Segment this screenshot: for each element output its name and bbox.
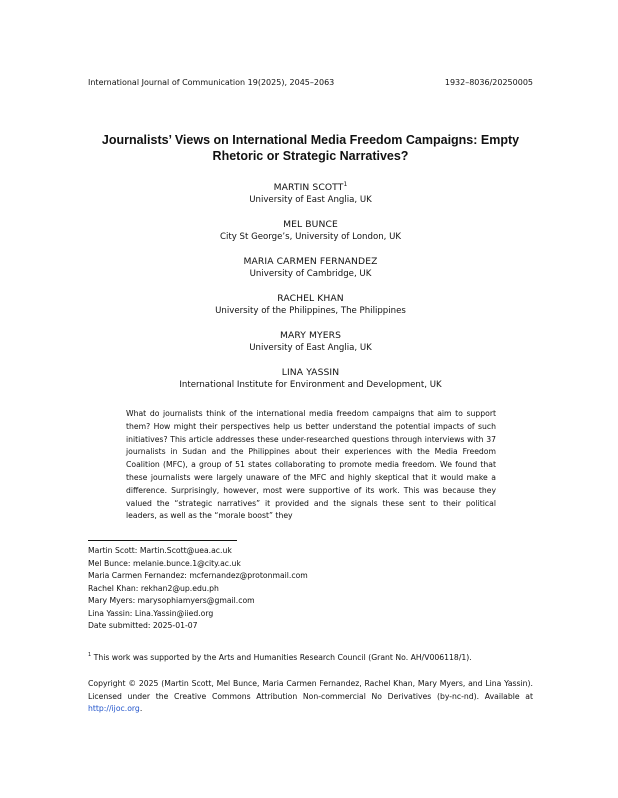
- copyright-notice: [88, 678, 533, 716]
- funding-footnote: [88, 652, 533, 663]
- author-affiliation: University of the Philippines, The Philippines: [215, 306, 406, 316]
- author-entry: [88, 366, 533, 392]
- contact-line: Mel Bunce: melanie.bunce.1@city.ac.uk: [88, 558, 241, 568]
- article-title: Journalists’ Views on International Media Freedom Campaigns: Empty Rhetoric or Strategic Narratives?: [101, 133, 520, 163]
- running-header: [88, 78, 533, 88]
- date-submitted: Date submitted: 2025-01-07: [88, 621, 198, 630]
- author-entry: [88, 329, 533, 355]
- journal-citation: International Journal of Communication 19(2025), 2045–2063: [88, 78, 335, 87]
- author-name: MEL BUNCE: [283, 219, 338, 230]
- contact-line: Lina Yassin: Lina.Yassin@iied.org: [88, 608, 214, 618]
- contact-line: Martin Scott: Martin.Scott@uea.ac.uk: [88, 546, 232, 555]
- footnote-number: 1: [88, 652, 92, 658]
- contact-line: Rachel Khan: rekhan2@up.edu.ph: [88, 583, 219, 593]
- author-name: MARTIN SCOTT$^1$: [273, 181, 348, 193]
- author-entry: [88, 292, 533, 318]
- abstract: What do journalists think of the international media freedom campaigns that aim to support them? How might their perspectives help us better understand the potential impacts of such initiatives? This article addresses these under-researched questions through interviews with 37 journalists in Sudan and the Philippines about their experiences with the Media Freedom Coalition (MFC), a group of 51 states collaborating to promote media freedom. We found that these journalists were largely unaware of the MFC and highly skeptical that it would make a difference. Surprisingly, however, most were supportive of its work. This was because they valued the “strategic narratives” it provided and the signals these sent to their political leaders, as well as the “morale boost” they: [126, 409, 496, 521]
- author-name: RACHEL KHAN: [277, 293, 344, 304]
- issn: 1932–8036/20250005: [444, 78, 533, 87]
- author-entry: [88, 181, 533, 207]
- ijoc-link[interactable]: http://ijoc.org: [88, 704, 140, 713]
- author-affiliation: University of East Anglia, UK: [249, 195, 372, 205]
- author-block: [88, 181, 533, 403]
- copyright-text: Copyright © 2025 (Martin Scott, Mel Bunce, Maria Carmen Fernandez, Rachel Khan, Mary Myers, and Lina Yassin). Licensed under the Creative Commons Attribution Non-commercial No Derivatives (by-nc-nd). Available at: [88, 679, 533, 701]
- author-name: MARY MYERS: [279, 330, 342, 341]
- footnote-text: This work was supported by the Arts and Humanities Research Council (Grant No. AH/V006118/1).: [91, 653, 472, 662]
- author-affiliation: University of Cambridge, UK: [249, 269, 372, 279]
- author-affiliation: City St George’s, University of London, UK: [219, 232, 402, 242]
- footnote-divider: [88, 540, 237, 541]
- copyright-end: .: [139, 704, 143, 713]
- author-entry: [88, 255, 533, 281]
- author-name: MARIA CARMEN FERNANDEZ: [243, 256, 378, 267]
- author-entry: [88, 218, 533, 244]
- author-name: LINA YASSIN: [281, 367, 340, 378]
- author-affiliation: University of East Anglia, UK: [249, 343, 372, 353]
- contact-line: Maria Carmen Fernandez: mcfernandez@protonmail.com: [88, 571, 308, 580]
- footnote-mark[interactable]: 1: [343, 181, 348, 188]
- contact-line: Mary Myers: marysophiamyers@gmail.com: [88, 596, 255, 605]
- author-contacts: [88, 545, 533, 633]
- author-affiliation: International Institute for Environment and Development, UK: [179, 380, 442, 390]
